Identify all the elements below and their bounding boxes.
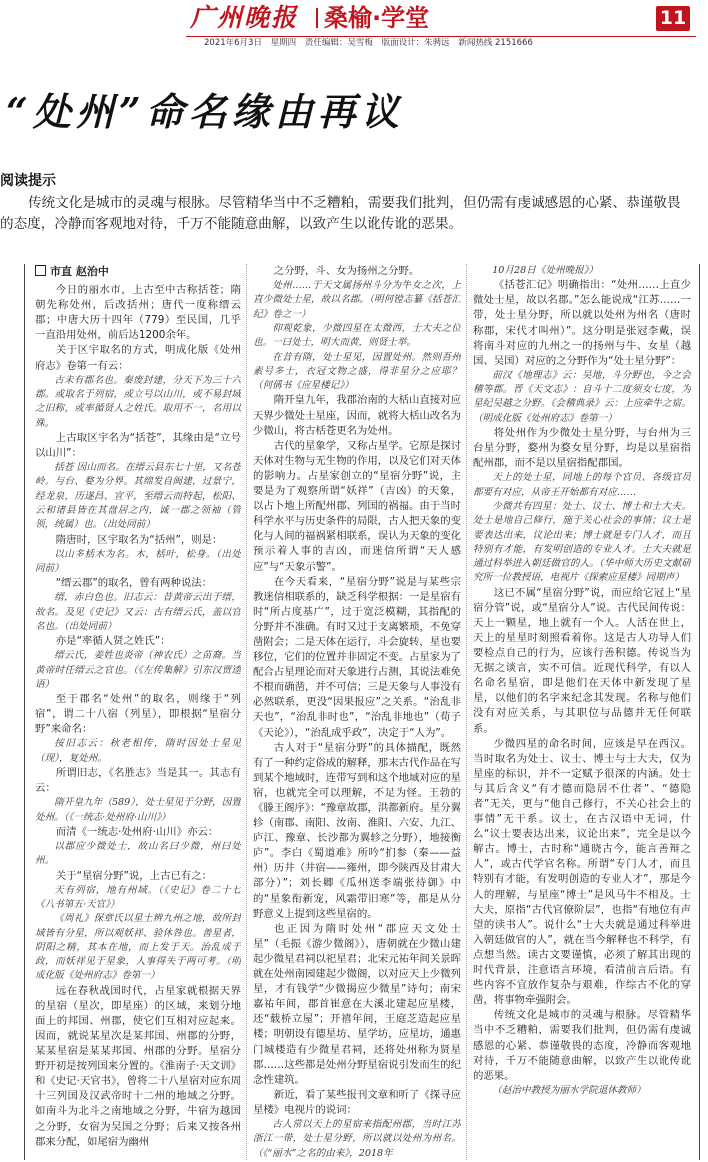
designer-credit: 版面设计：朱骋远 <box>381 38 450 48</box>
body-paragraph: 《括苍汇记》明确指出：“处州……上直少微处士星，故以名郡。”怎么能说成“江苏……一带，处士星分野，所以就以处州为州名（唐时称郡，宋代才叫州）”。这分明是张冠李戴，误将南斗对应的九州之一的扬州与牛、女星（越国、吴国）对应的之分野作为“处士星分野”： <box>473 279 691 367</box>
quoted-passage: 处州……于天文属扬州斗分为牛女之次，上直少微处士星，故以名郡。（明何镗志纂《括苍汇纪》卷之一） <box>253 280 461 320</box>
quoted-passage: 以郡应少微处士，故山名曰少微，州曰处州。 <box>35 840 241 867</box>
body-paragraph: “缙云郡”的取名，曾有两种说法： <box>55 577 213 590</box>
newspaper-logo: 广州晚报 <box>190 3 299 32</box>
body-paragraph: 古人对于“星宿分野”的具体描配，既然有了一种约定俗成的解释，那末古代作品在写到某个地域时，连带写到和这个地域对应的星宿，也就完全可以理解，不足为怪。王勃的《滕王阁序》：“豫章故郡，洪都新府。星分翼轸（南郡、南阳、汝南、淮阳、六安、九江、庐江、豫章、长沙都为翼轸之分野），地接衡庐”。李白《蜀道难》所吟“扪参（秦——益州）历井（井宿——雍州，即今陕西及甘肃大部分）”；刘长卿《瓜州送李端张待御》中的“星象衔新宠，风霜带旧寒”等，都是从分野意义上提到这些星宿的。 <box>253 741 461 920</box>
body-paragraph: 新近，看了某些报刊文章和听了《探寻应星楼》电视片的说词： <box>253 1088 461 1116</box>
article-body <box>24 264 700 1160</box>
body-paragraph: 传统文化是城市的灵魂与根脉。尽管精华当中不乏糟粕，需要我们批判，但仍需有虔诚感恩的心紧、恭谨敬畏的态度，冷静而客观地对待，千万不能随意曲解，以致产生以讹传讹的恶果。 <box>473 1009 691 1082</box>
quoted-passage: 在昔有隋，处士星见，因置处州。然则吾州素号多士，衣冠文物之盛，得非星分之应耶？（何偁书《应星楼记》） <box>253 351 461 392</box>
article-column-3 <box>473 264 691 1160</box>
body-paragraph: 少微四星的命名时间，应该是早在西汉。当时取名为处士、议士、博士与士大夫，仅为星座的标识，并不一定赋予很深的内涵。处士与其后含义“有才德而隐居不仕者”、“德隐者”无关，更与“他自己修行，不关心社会上的事情”无干系。议士，在古汉语中无词，什么“议士要表达出来，议论出来”，完全是以今解古。博士，古时称“通晓古今，能言善辩之人”，或古代学官名称。所谓“专门人才，而且特别有才能，有发明创造的专业人才”，那是今人的理解，与星座“博士”是风马牛不相及。士大夫，原指“古代官僚阶层”，也指“有地位有声望的读书人”。说什么“士大夫就是通过科举进入朝廷做官的人”，就在当今解释也不科学，有点想当然。读古文要谨慎，必须了解其出现的时代背景，注意语言环境，看清前言后语。有些内容不宜放作复杂与艰难，作综古不化的穿凿，将事物牵强附会。 <box>473 737 691 1007</box>
body-paragraph: 这已不属“星宿分野”说，而应给它冠上“星宿分管”说，或“星宿分人”说。古代民间传说：天上一颗星，地上就有一个人。人活在世上，天上的星星时刻照看着你。这是古人功导人们要检点自己的行为，应该行善积德。传说当为无据之谈言，实不可信。近现代科学，有以人名命名星宿，即是他们在天体中新发现了星星，以他们的名字来纪念其发现。名称与他们没有对应关系，与其职位与品德并无任何联系。 <box>473 586 691 735</box>
quoted-passage: 前汉《地理志》云：吴地，斗分野也，今之会稽等郡。晋《天文志》：自斗十二度须女七度，为星纪吴越之分野。《会稽典录》云：上应牵牛之宿。（明成化版《处州府志》卷第一） <box>473 369 691 424</box>
body-paragraph: 亦是“率循人贤之姓氏”： <box>55 635 171 648</box>
body-paragraph: 至于郡名“处州”的取名，则缘于“列宿”，谓二十八宿（列星），即根据“星宿分野”来命名： <box>35 693 241 736</box>
quoted-passage: 缙云氏，姜姓也炎帝（神农氏）之苗裔。当黄帝时任缙云之官也。（《左传集解》引东汉贾逵语） <box>35 650 241 690</box>
masthead-divider <box>316 8 318 28</box>
body-paragraph: 古代的星象学，又称占星学。它原是探讨天体对生物与无生物的作用，以及它们对天体的影响力。占星家创立的“星宿分野”说，主要是为了观察所谓“妖祥”（吉凶）的天象，以占卜地上所配州郡、列国的祸福。由于当时科学水平与历史条件的局限，古人把天象的变化与人间的福祸紧相联系，误认为天象的变化预示着人事的吉凶，而迷信所谓“天人感应”与“天象示警”。 <box>253 439 461 573</box>
quoted-passage: 隋开皇九年（589），处士星见于分野，因置处州。（《一统志·处州府·山川》） <box>35 797 241 823</box>
news-hotline: 新闻热线 2151666 <box>458 38 533 48</box>
quoted-passage: 按旧志云：秋老相传，隋时因处士星见（现），复处州。 <box>35 738 241 764</box>
quoted-passage: 天有列宿，地有州域。（《史记》卷二十七《八书第五·天官》） <box>35 884 241 910</box>
quoted-passage: （赵治中教授为丽水学院退休教师） <box>492 1084 646 1096</box>
issue-weekday: 星期四 <box>270 38 297 48</box>
quoted-passage: 缙，赤白色也。旧志云：昔黄帝云出于缙，故名。及见《史记》又云：古有缙云氏，盖以官名也。（出处同前） <box>35 592 241 632</box>
section-title: 桑榆·学堂 <box>324 4 430 32</box>
body-paragraph: 将处州作为少微处士星分野，与台州为三台星分野，婺州为婺女星分野，均是以星宿指配州郡，而不是以星宿指配郡国。 <box>473 427 691 470</box>
body-paragraph: 而清《一统志·处州府·山川》亦云： <box>55 825 219 838</box>
body-paragraph: 关于区宇取名的方式，明成化版《处州府志》卷第一有云： <box>35 344 241 372</box>
quoted-passage: 《周礼》保章氏以星土辨九州之地，故所封域皆有分星，所以观妖祥、验休咎也。善星者，阴阳之精，其本在地，而上发于天。治乱成于政，而妖祥见于星象，人事得失于两可考。（明成化版《处州府志》卷第一） <box>35 913 241 982</box>
body-paragraph: 隋开皇九年，我郡治南的大栝山直接对应天界少微处士星座，因而，就将大栝山改名为少微山，将古栝苍更名为处州。 <box>253 394 461 437</box>
quoted-passage: 天上的处士星，同地上的每个官员、各级官员都要有对应，从帝王开始都有对应…… <box>473 472 691 498</box>
masthead <box>0 0 708 48</box>
byline-box-icon <box>35 265 46 276</box>
quoted-passage: 10月28日《处州晚报》） <box>492 265 599 276</box>
lead-text: 传统文化是城市的灵魂与根脉。尽管精华当中不乏糟粕，需要我们批判，但仍需有虔诚感恩的心紧、恭谨敬畏的态度，冷静而客观地对待，千万不能随意曲解，以致产生以讹传讹的恶果。 <box>0 195 681 232</box>
quoted-passage: 古未有郡名也。秦废封建，分天下为三十六郡。或取名于列宿，或立号以山川，或不易封域之旧称，或率循贤人之姓氏。取用不一，名用以殊。 <box>35 374 241 429</box>
masthead-info <box>204 38 539 48</box>
body-paragraph: 所谓旧志，《名胜志》当是其一。其志有云： <box>35 767 241 795</box>
body-paragraph: 今日的丽水市，上古至中古称括苍；隋朝先称处州，后改括州；唐代一度称缙云郡；中唐大历十四年（779）至民国，几乎一直沿用处州，前后达1200余年。 <box>35 284 241 342</box>
article-headline: “处州”命名缘由再议 <box>6 89 404 134</box>
byline <box>35 264 241 279</box>
page-number-badge: 11 <box>656 6 690 31</box>
body-paragraph: 远在春秋战国时代，占星家就根据天界的星宿（星次，即星座）的区域，来划分地面上的邦国、州郡，使它们互相对应起来。因而，就说某星次是某邦国、州郡的分野，某某星宿是某某邦国、州郡的分野。星宿分野开初是按列国来分置的。《淮南子·天文训》和《史记·天官书》，曾将二十八星宿对应东周十三列国及汉武帝时十二州的地域之分野。如南斗为北斗之南地域之分野，牛宿为越国之分野，女宿为吴国之分野；后来又按各州郡来分配，如尾宿为幽州 <box>35 984 241 1148</box>
body-paragraph: 关于“星宿分野”说，上古已有之： <box>55 869 213 882</box>
lead-title: 阅读提示 <box>0 173 56 189</box>
body-paragraph: 上古取区宇名为“括苍”，其缘由是“立号以山川”： <box>35 431 241 459</box>
issue-date: 2021年6月3日 <box>204 38 262 48</box>
body-paragraph: 在今天看来，“星宿分野”说是与某些宗教迷信相联系的，缺乏科学根据：一是星宿有时“所占度基广”，过于宽泛模糊，其指配的分野并不准确。有时又过于支离繁琐，不免穿凿附会；二是天体在运行，斗会旋转，星也要移位，它们的位置并非固定不变。占星家为了配合占星理论而对天象进行占测，其说法难免不根而确凿，并不可信；三是天象与人事没有必然联系，更没“因果报应”之关系。“治乱非天也”，“治乱非时也”，“治乱非地也”（荀子《天论》），“治乱成乎政”，决定于“人为”。 <box>253 575 461 739</box>
quoted-passage: 少微共有四星：处士、议士、博士和士大夫。处士是地自己修行，施于关心社会的事情；议士是要表达出来，议论出来；博士就是专门人才，而且特别有才能，有发明创造的专业人才。士大夫就是通过科举进入朝廷做官的人。（华中师大历史文献研究所一位教授语，电视片《探索应星楼》同期声） <box>473 500 691 584</box>
body-paragraph: 也正因为隋时处州“郡应天文处士星”（毛振《游少微阁》），唐朝就在少微山建起少微星君祠以祀星君；北宋元祐年间关景晖就在处州南园建起少微阁，以对应天上少微列星，才有钱学“少微揭应少微星”诗句；南宋嘉祐年间，郡首崔意在大溪北建起应星楼，还“载桥立屋”；开禧年间，王庭芝造起应星楼；明朝设有德星坊、星学坊，应星坊，通惠门城楼造有少微星君祠，还将处州称为贤星郡……这些都是处州分野星宿说引发而生的纪念性建筑。 <box>253 922 461 1086</box>
quoted-passage: 括苍 因山而名。在缙云县东七十里，又名苍岭。与台、婺为分界。其绵发自闽建，过景宁，经龙泉，历遂昌、宣平，至缙云而特起，松阳、云和诸县皆在其盘居之内，诚一郡之领袖（管领，统属）也。（出处同前） <box>35 462 241 531</box>
author-name: 市直 赵治中 <box>50 265 109 278</box>
body-paragraph: 之分野，斗、女为扬州之分野。 <box>273 265 420 277</box>
column-divider <box>466 264 467 1160</box>
article-column-2 <box>253 264 461 1160</box>
quoted-passage: 仰观乾象，少微四星在太微西，士大夫之位也。一曰处士，明大而黄，则贤士举。 <box>253 322 461 349</box>
quoted-passage: 以山多栝木为名。木，栝叶，松身。（出处同前） <box>35 548 241 574</box>
body-paragraph: 隋唐时，区宇取名为“括州”，则是： <box>55 533 223 546</box>
article-column-1 <box>35 264 241 1160</box>
editor-credit: 责任编辑：吴雪梅 <box>304 38 373 48</box>
masthead-rule <box>186 36 696 37</box>
quoted-passage: 古人常以天上的星宿来指配州郡，当时江苏浙江一带，处士星分野，所以就以处州为州名。（《“丽水”之名的由来》，2018年 <box>253 1118 461 1159</box>
column-divider <box>246 264 247 1160</box>
